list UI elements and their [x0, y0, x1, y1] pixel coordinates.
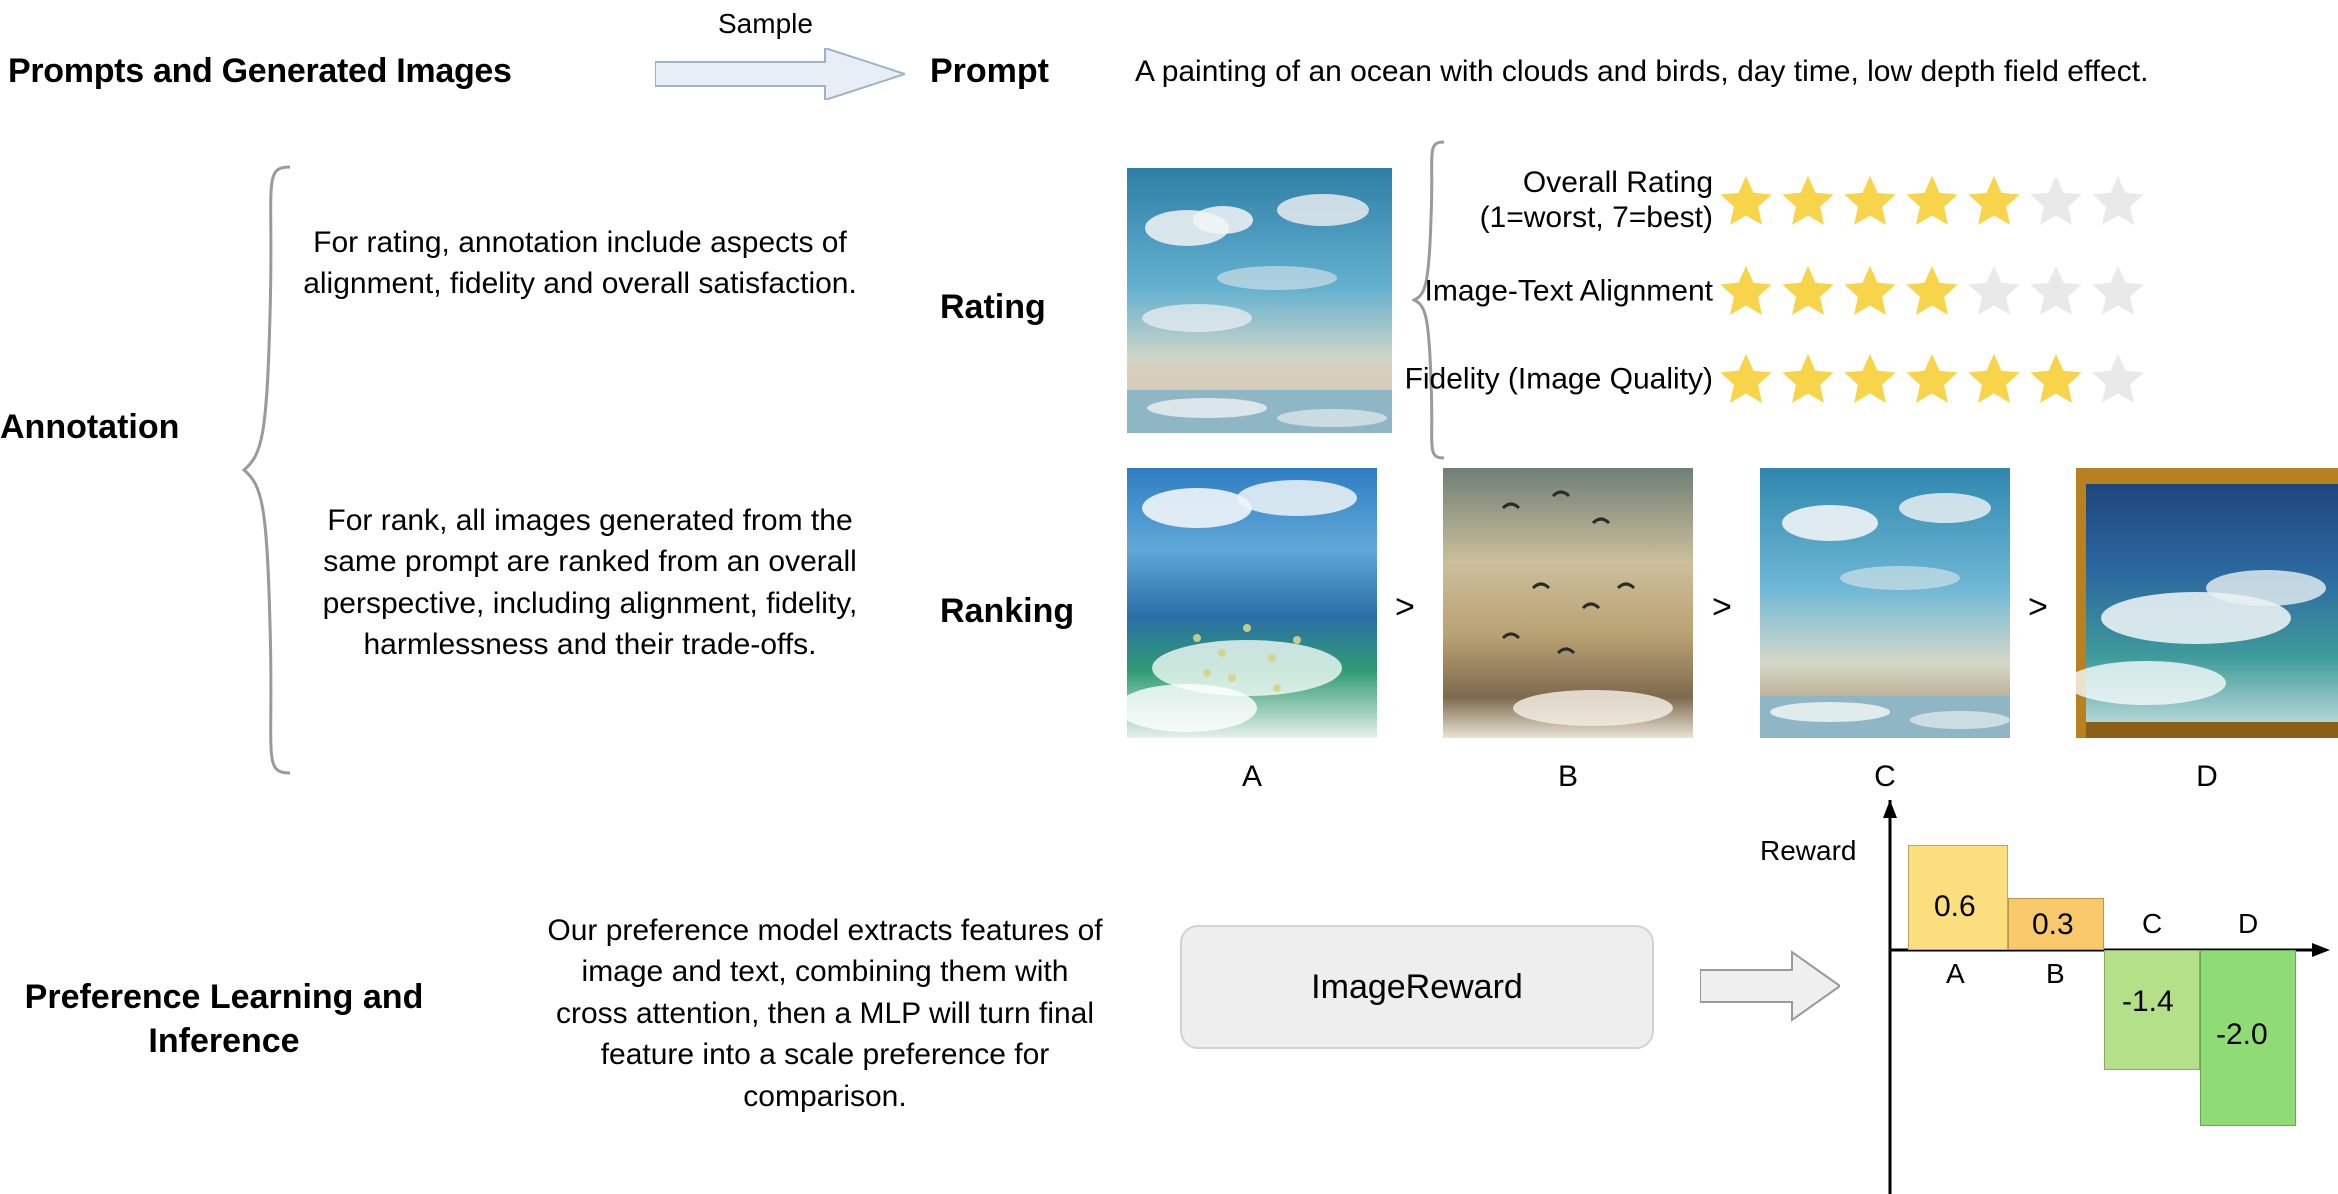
reward-bar-chart: [1760, 800, 2330, 1194]
star-icon-empty[interactable]: [2089, 172, 2147, 230]
chart-bar-category-b: B: [2046, 958, 2065, 989]
sample-arrow-icon: [655, 48, 905, 100]
ranking-image-d: [2076, 468, 2338, 738]
star-icon[interactable]: [1965, 350, 2023, 408]
star-icon[interactable]: [1717, 262, 1775, 320]
chart-bar-category-d: D: [2238, 908, 2259, 939]
chart-bar-value-a: 0.6: [1934, 890, 1976, 923]
ranking-caption-c: C: [1874, 760, 1896, 793]
star-icon[interactable]: [1779, 172, 1837, 230]
star-icon[interactable]: [1841, 350, 1899, 408]
rating-description: For rating, annotation include aspects of alignment, fidelity and overall satisfaction.: [303, 226, 857, 301]
star-icon[interactable]: [1841, 172, 1899, 230]
rating-row-fidelity-label: Fidelity (Image Quality): [1404, 362, 1713, 396]
star-icon[interactable]: [1779, 262, 1837, 320]
section-title-preference-learning: Preference Learning and Inference: [24, 978, 424, 1061]
ranking-label: Ranking: [940, 592, 1075, 630]
star-icon-empty[interactable]: [2027, 262, 2085, 320]
preference-description: Our preference model extracts features of image and text, combining them with cross attention, then a MLP will turn final feature into a scale preference for comparison.: [547, 914, 1103, 1113]
star-icon[interactable]: [1903, 262, 1961, 320]
chart-bar-category-c: C: [2142, 908, 2163, 939]
star-icon[interactable]: [1965, 172, 2023, 230]
ranking-caption-d: D: [2196, 760, 2218, 793]
rating-sample-image: [1127, 168, 1392, 433]
chart-y-axis-label: Reward: [1760, 835, 1857, 866]
star-icon-empty[interactable]: [2089, 350, 2147, 408]
ranking-description: For rank, all images generated from the same prompt are ranked from an overall perspective, including alignment, fidelity, harmlessness and their trade-offs.: [322, 504, 858, 662]
ranking-image-b: [1443, 468, 1693, 738]
rating-row-fidelity: [1404, 350, 2325, 410]
star-icon-empty[interactable]: [1965, 262, 2023, 320]
star-icon[interactable]: [1903, 172, 1961, 230]
chart-bar-value-c: -1.4: [2122, 985, 2174, 1018]
prompt-label: Prompt: [930, 52, 1049, 90]
star-icon-empty[interactable]: [2089, 262, 2147, 320]
ranking-separator-2: >: [1712, 588, 1732, 626]
rating-label: Rating: [940, 288, 1046, 326]
ranking-caption-a: A: [1241, 760, 1262, 793]
ranking-separator-3: >: [2028, 588, 2048, 626]
star-icon[interactable]: [1841, 262, 1899, 320]
ranking-image-a: [1127, 468, 1377, 738]
rating-row-alignment: [1424, 262, 2325, 322]
annotation-brace: [240, 165, 300, 775]
rating-row-overall: [1455, 168, 2325, 234]
rating-row-overall-label: Overall Rating: [1522, 166, 1713, 200]
chart-bar-value-d: -2.0: [2216, 1018, 2268, 1051]
star-icon[interactable]: [1903, 350, 1961, 408]
prompt-text: A painting of an ocean with clouds and birds, day time, low depth field effect.: [1135, 55, 2149, 88]
rating-alignment-stars[interactable]: [1717, 262, 2147, 320]
section-title-prompts-and-generated-images: Prompts and Generated Images: [8, 52, 512, 90]
star-icon[interactable]: [1717, 350, 1775, 408]
imagereward-model-box[interactable]: [1180, 925, 1654, 1049]
rating-overall-stars[interactable]: [1717, 172, 2147, 230]
chart-bar-category-a: A: [1946, 958, 1965, 989]
ranking-caption-b: B: [1557, 760, 1578, 793]
rating-fidelity-stars[interactable]: [1717, 350, 2147, 408]
star-icon[interactable]: [2027, 350, 2085, 408]
star-icon[interactable]: [1779, 350, 1837, 408]
rating-row-alignment-label: Image-Text Alignment: [1424, 274, 1713, 308]
sample-arrow-label: Sample: [718, 8, 813, 39]
star-icon-empty[interactable]: [2027, 172, 2085, 230]
section-title-annotation: Annotation: [0, 408, 180, 446]
rating-row-overall-sublabel: (1=worst, 7=best): [1479, 201, 1713, 234]
ranking-separator-1: >: [1395, 588, 1415, 626]
imagereward-model-label: ImageReward: [1311, 967, 1523, 1006]
star-icon[interactable]: [1717, 172, 1775, 230]
chart-bar-value-b: 0.3: [2032, 908, 2074, 941]
ranking-image-c: [1760, 468, 2010, 738]
inference-arrow-icon: [1700, 950, 1840, 1022]
